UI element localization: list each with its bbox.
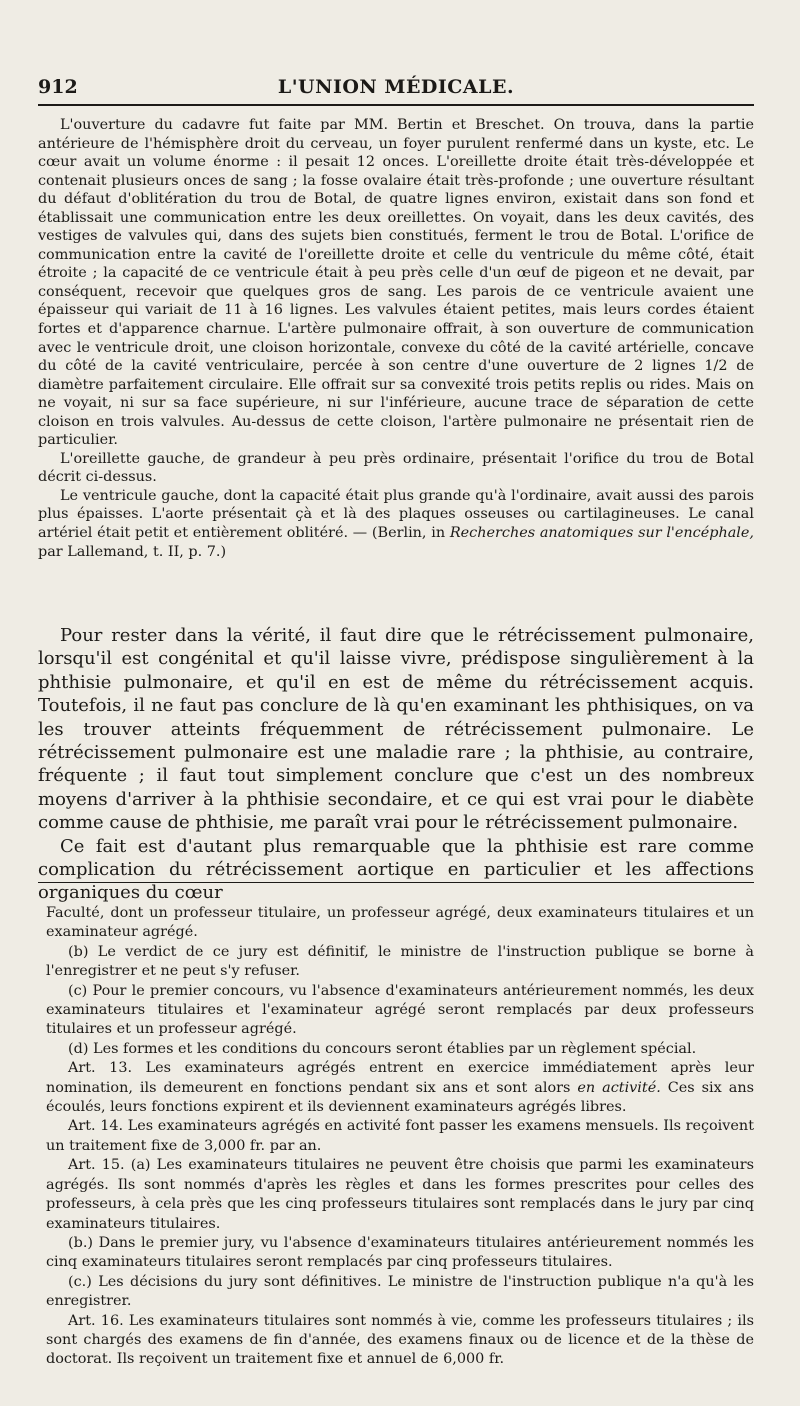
quote-paragraph: L'ouverture du cadavre fut faite par MM. Bertin et Breschet. On trouva, dans la partie antérieure de l'hémisphère droit du cerveau, un foyer purulent renfermé dans un kyste, etc. Le cœur avait un volume énorme : il pesait 12 onces. L'oreillette droite était très-développée et contenait plusieurs onces de sang ; la fosse ovalaire était très-profonde ; une ouverture résultant du défaut d'oblitération du trou de Botal, de quatre lignes environ, existait dans son fond et établissait une communication entre les deux oreillettes. On voyait, dans les deux cavités, des vestiges de valvules qui, dans des sujets bien constitués, ferment le trou de Botal. L'orifice de communication entre la cavité de l'oreillette droite et celle du ventricule du même côté, était étroite ; la capacité de ce ventricule était à peu près celle d'un œuf de pigeon et ne devait, par conséquent, recevoir que quelques gros de sang. Les parois de ce ventricule avaient une épaisseur qui variait de 11 à 16 lignes. Les valvules étaient petites, mais leurs cordes étaient fortes et d'apparence charnue. L'artère pulmonaire offrait, à son ouverture de communication avec le ventricule droit, une cloison horizontale, convexe du côté de la cavité artérielle, concave du côté de la cavité ventriculaire, percée à son centre d'une ouverture de 2 lignes 1/2 de diamètre parfaitement circulaire. Elle offrait sur sa convexité trois petits replis ou rides. Mais on ne voyait, ni sur sa face supérieure, ni sur l'inférieure, aucune trace de séparation de cette cloison en trois valvules. Au-dessus de cette cloison, l'artère pulmonaire ne présentait rien de particulier. <box>38 117 754 449</box>
quote-text: Le ventricule gauche, dont la capacité était plus grande qu'à l'ordinaire, avait aussi des parois plus épaisses. L'aorte présentait çà et là des plaques osseuses ou cartilagineuses. Le canal artériel était petit et entièrement oblitéré. — (Berlin, in <box>38 487 754 542</box>
body-paragraph: Ce fait est d'autant plus remarquable que la phthisie est rare comme complication du rétrécissement aortique en particulier et les affections organiques du cœur <box>38 835 754 904</box>
footnote-rule <box>38 882 754 883</box>
article-13-italic: en activité. <box>577 1079 661 1096</box>
note-c: (c) Pour le premier concours, vu l'absence d'examinateurs antérieurement nommés, les deux examinateurs titulaires et l'examinateur agrégé seront remplacés par deux professeurs titulaires et un professeur agrégé. <box>46 982 754 1038</box>
note-d: (d) Les formes et les conditions du concours seront établies par un règlement spécial. <box>68 1040 697 1057</box>
page-header <box>38 68 754 98</box>
article-15-c: (c.) Les décisions du jury sont définitives. Le ministre de l'instruction publique n'a qu'à les enregistrer. <box>46 1273 754 1310</box>
note-b: (b) Le verdict de ce jury est définitif, le ministre de l'instruction publique se borne à l'enregistrer et ne peut s'y refuser. <box>46 943 754 980</box>
body-paragraph: Pour rester dans la vérité, il faut dire que le rétrécissement pulmonaire, lorsqu'il est congénital et qu'il laisse vivre, prédispose singulièrement à la phthisie pulmonaire, et qu'il en est de même du rétrécissement acquis. Toutefois, il ne faut pas conclure de là qu'en examinant les phthisiques, on va les trouver atteints fréquemment de rétrécissement pulmonaire. Le rétrécissement pulmonaire est une maladie rare ; la phthisie, au contraire, fréquente ; il faut tout simplement conclure que c'est un des nombreux moyens d'arriver à la phthisie secondaire, et ce qui est vrai pour le diabète comme cause de phthisie, me paraît vrai pour le rétrécissement pulmonaire. <box>38 625 754 834</box>
citation-tail: par Lallemand, t. II, p. 7.) <box>38 543 227 560</box>
quote-paragraph: L'oreillette gauche, de grandeur à peu près ordinaire, présentait l'orifice du trou de Botal décrit ci-dessus. <box>38 450 754 486</box>
article-15: Art. 15. (a) Les examinateurs titulaires ne peuvent être choisis que parmi les examinateurs agrégés. Ils sont nommés d'après les règles et dans les formes prescrites pour celles des professeurs, à cela près que les cinq professeurs titulaires sont remplacés dans le jury par cinq examinateurs titulaires. <box>46 1157 754 1232</box>
footnote-text <box>46 904 754 1370</box>
article-13-tail: Ces six ans écoulés, leurs fonctions expirent et ils deviennent examinateurs agrégés libres. <box>46 1079 754 1116</box>
page-number: 912 <box>38 76 78 98</box>
main-text <box>38 624 754 905</box>
article-13 <box>46 1059 754 1117</box>
article-16: Art. 16. Les examinateurs titulaires sont nommés à vie, comme les professeurs titulaires ; ils sont chargés des examens de fin d'année, des examens finaux ou de licence et de la thèse de doctorat. Ils reçoivent un traitement fixe et annuel de 6,000 fr. <box>46 1312 754 1368</box>
note-intro: Faculté, dont un professeur titulaire, un professeur agrégé, deux examinateurs titulaires et un examinateur agrégé. <box>46 905 754 941</box>
case-report-quote <box>38 116 754 561</box>
header-rule <box>38 104 754 106</box>
citation-title: Recherches anatomiques sur l'encéphale, <box>449 525 754 542</box>
article-13-text: Art. 13. Les examinateurs agrégés entrent en exercice immédiatement après leur nomination, ils demeurent en fonctions pendant six ans et sont alors <box>46 1060 754 1096</box>
running-title: L'UNION MÉDICALE. <box>277 76 515 98</box>
article-14: Art. 14. Les examinateurs agrégés en activité font passer les examens mensuels. Ils reçoivent un traitement fixe de 3,000 fr. par an. <box>46 1118 754 1154</box>
article-15-b: (b.) Dans le premier jury, vu l'absence d'examinateurs titulaires antérieurement nommés les cinq examinateurs titulaires seront remplacés par cinq professeurs titulaires. <box>46 1234 754 1271</box>
quote-paragraph-citation <box>38 487 754 561</box>
